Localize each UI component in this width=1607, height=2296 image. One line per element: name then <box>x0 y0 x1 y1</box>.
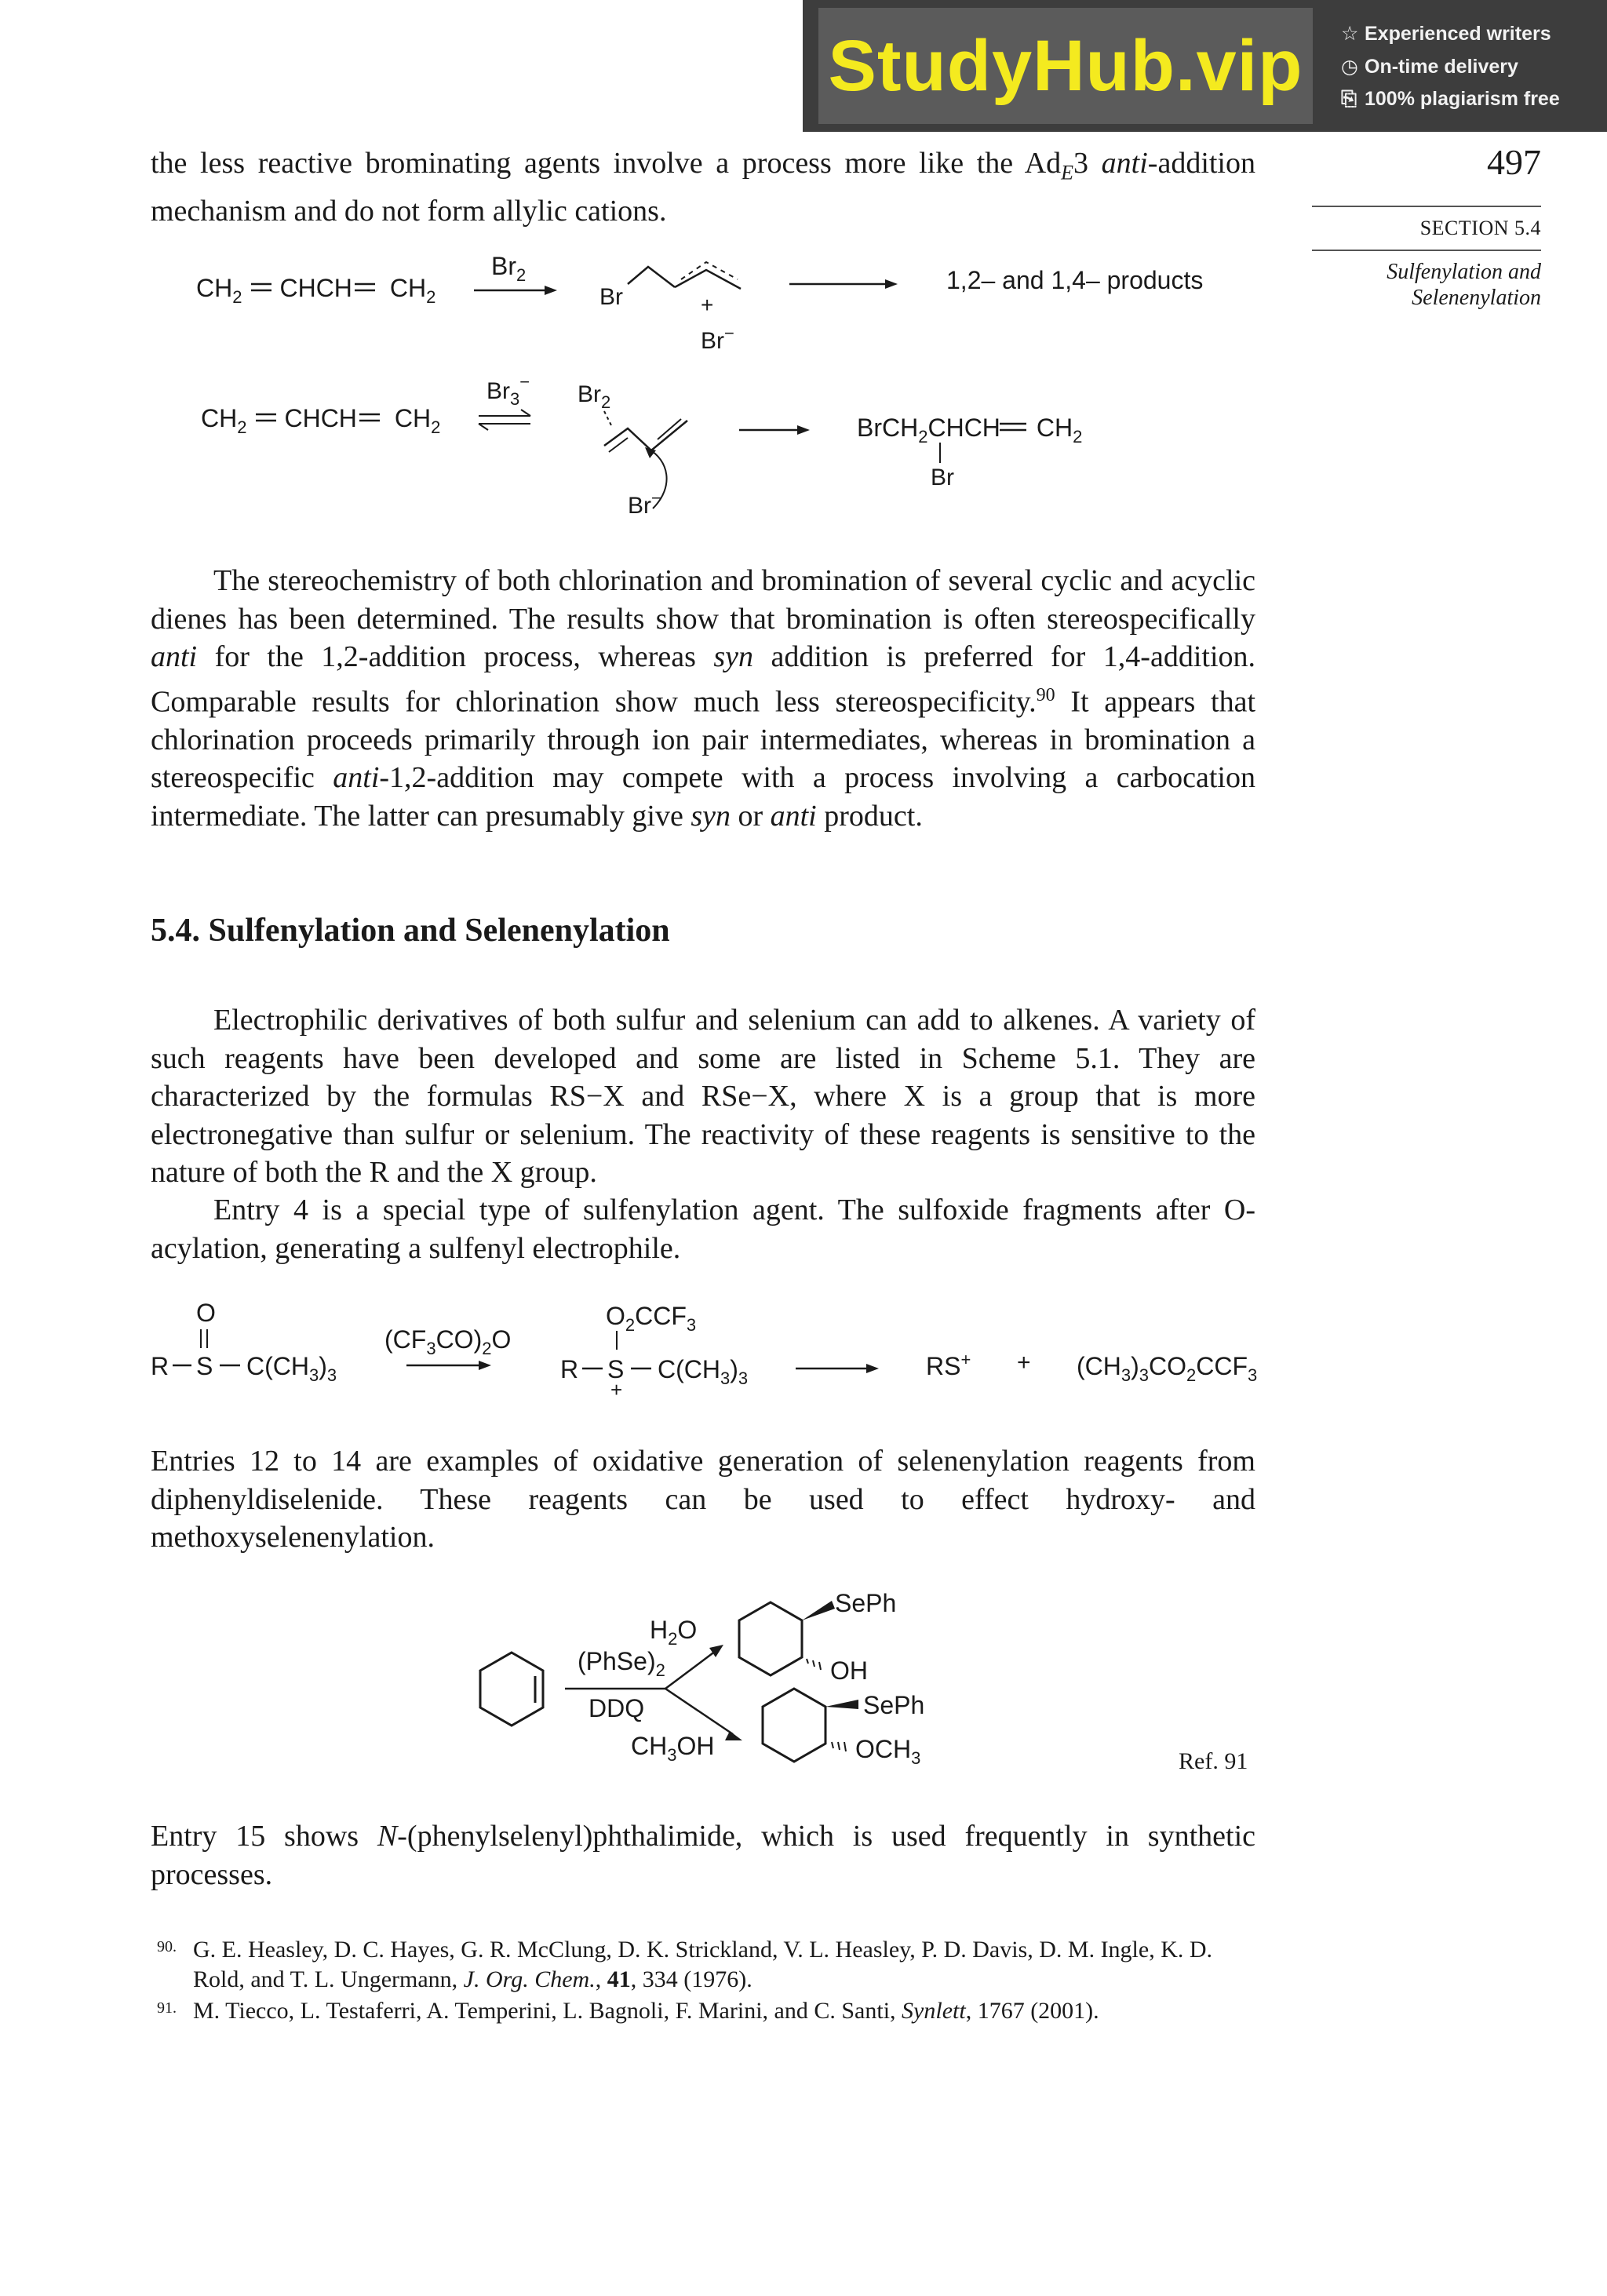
svg-text:DDQ: DDQ <box>589 1694 645 1722</box>
counterion-bromide: Br− <box>701 323 734 354</box>
products-1-2-and-1-4: 1,2– and 1,4– products <box>946 266 1204 294</box>
running-head-section: SECTION 5.4 <box>1419 217 1541 239</box>
svg-text:CH3OH: $CH_3OH$ <box>631 1732 715 1765</box>
entry15-paragraph: Entry 15 shows N-(phenylselenyl)phthalimide, which is used frequently in synthetic processes. <box>151 1820 1255 1891</box>
stereochemistry-paragraph: The stereochemistry of both chlorination and bromination of several cyclic and acyclic dienes has been determined. The results show that bromination is often stereospecifically anti for the 1,2-addition process, whereas syn addition is preferred for 1,4-addition. Comparable results for chlorination show much less stereospecificity.$^{90}$ It appears that chlorination proceeds primarily through ion pair intermediates, whereas in bromination a stereospecific anti-1,2-addition may compete with a process involving a carbocation intermediate. The latter can presumably give syn or anti product. <box>151 564 1256 833</box>
complex-br2: $Br_2$ <box>578 381 611 412</box>
document-check-icon: ⎘ <box>1341 88 1357 110</box>
svg-text:+: + <box>610 1378 623 1401</box>
selenenylation-scheme <box>463 1577 1271 1789</box>
feature-experienced-writers: ☆ Experienced writers <box>1341 23 1551 45</box>
svg-text:SePh: SePh <box>835 1589 897 1617</box>
tert-butyl-trifluoroacetate: $(CH_3)_3CO_2CCF_3$ <box>1077 1352 1258 1385</box>
svg-text:+: + <box>701 293 714 317</box>
ad-banner[interactable] <box>803 0 1607 132</box>
reagent-tribromide: $Br_3^-$ <box>486 372 530 409</box>
bromide-ion: Br− <box>628 488 661 519</box>
svg-text:C(CH3)3: $C(CH_3)_3$ <box>658 1355 749 1388</box>
clock-icon: ◷ <box>1341 56 1358 78</box>
svg-text:S: S <box>196 1352 213 1380</box>
entry4-paragraph: Entry 4 is a special type of sulfenylation agent. The sulfoxide fragments after O-acylation, generating a sulfenyl electrophile. <box>151 1194 1255 1265</box>
reagent-tfaa: $(CF_3CO)_2O$ <box>384 1325 512 1358</box>
svg-text:R: R <box>151 1352 169 1380</box>
footnote-90: 90. G. E. Heasley, D. C. Hayes, G. R. McClung, D. K. Strickland, V. L. Heasley, P. D. Davis, D. M. Ingle, K. D. Rold, and T. L. Ungermann, J. Org. Chem., 41, 334 (1976). <box>157 1937 1213 1992</box>
reagents-paragraph: Electrophilic derivatives of both sulfur and selenium can add to alkenes. A variety of such reagents have been developed and some are listed in Scheme 5.1. They are characterized by the formulas RS−X and RSe−X, where X is a group that is more electronegative than sulfur or selenium. The reactivity of these reagents is sensitive to the nature of both the R and the X group. <box>151 1004 1255 1189</box>
product-dibromide: BrCH$_2$CHCH $CH_2$ <box>857 414 1083 446</box>
reactant-butadiene-2: $CH_2$ CHCH $CH_2$ <box>201 404 441 437</box>
intermediate-br: Br <box>599 284 623 310</box>
product-hydroxyselenide <box>739 1602 802 1675</box>
trifluoroacetoxy-group: $O_2CCF_3$ <box>606 1302 697 1335</box>
cyclohexene <box>480 1653 543 1726</box>
svg-text:OCH3: $OCH_3$ <box>855 1735 921 1768</box>
intro-paragraph: the less reactive brominating agents involve a process more like the $Ad_E3$ anti-addition mechanism and do not form allylic cations. <box>151 147 1255 228</box>
feature-on-time-delivery: ◷ On-time delivery <box>1341 56 1518 78</box>
star-icon: ☆ <box>1341 23 1359 45</box>
studyhub-logo[interactable]: StudyHub.vip <box>818 8 1313 124</box>
tert-butyl-group: $C(CH_3)_3$ <box>246 1352 337 1385</box>
svg-text:Br: Br <box>931 465 954 490</box>
sulfenyl-cation: RS+ <box>926 1350 971 1380</box>
reagent-diphenyldiselenide: $(PhSe)_2$ <box>578 1647 665 1680</box>
svg-text:R: R <box>560 1355 579 1383</box>
reference-label: Ref. 91 <box>1179 1748 1248 1774</box>
feature-plagiarism-free: ⎘ 100% plagiarism free <box>1341 88 1560 110</box>
product-methoxyselenide <box>763 1689 825 1762</box>
svg-text:O: O <box>196 1299 216 1327</box>
header-rule-top <box>1312 206 1541 207</box>
header-rule-bottom <box>1312 250 1541 251</box>
svg-text:+: + <box>1017 1350 1031 1376</box>
reactant-butadiene-1: $CH_2$ CHCH $CH_2$ <box>196 274 436 307</box>
page-number: 497 <box>1487 142 1541 182</box>
svg-text:H2O: $H_2O$ <box>650 1616 698 1649</box>
footnote-91: 91. M. Tiecco, L. Testaferri, A. Temperini, L. Bagnoli, F. Marini, and C. Santi, Synlett, 1767 (2001). <box>157 1998 1099 2024</box>
bromination-scheme <box>188 243 1271 526</box>
svg-text:SePh: SePh <box>863 1691 925 1719</box>
section-heading: 5.4. Sulfenylation and Selenenylation <box>151 913 670 949</box>
sulfoxide-scheme <box>141 1287 1271 1405</box>
svg-text:OH: OH <box>830 1656 868 1685</box>
selenenylation-paragraph: Entries 12 to 14 are examples of oxidative generation of selenenylation reagents from diphenyldiselenide. These reagents can be used to effect hydroxy- and methoxyselenenylation. <box>151 1445 1255 1554</box>
reagent-br2: $Br_2$ <box>491 252 527 285</box>
svg-text:S: S <box>607 1355 625 1383</box>
running-head-title: Sulfenylation and Selenenylation <box>1387 260 1541 310</box>
